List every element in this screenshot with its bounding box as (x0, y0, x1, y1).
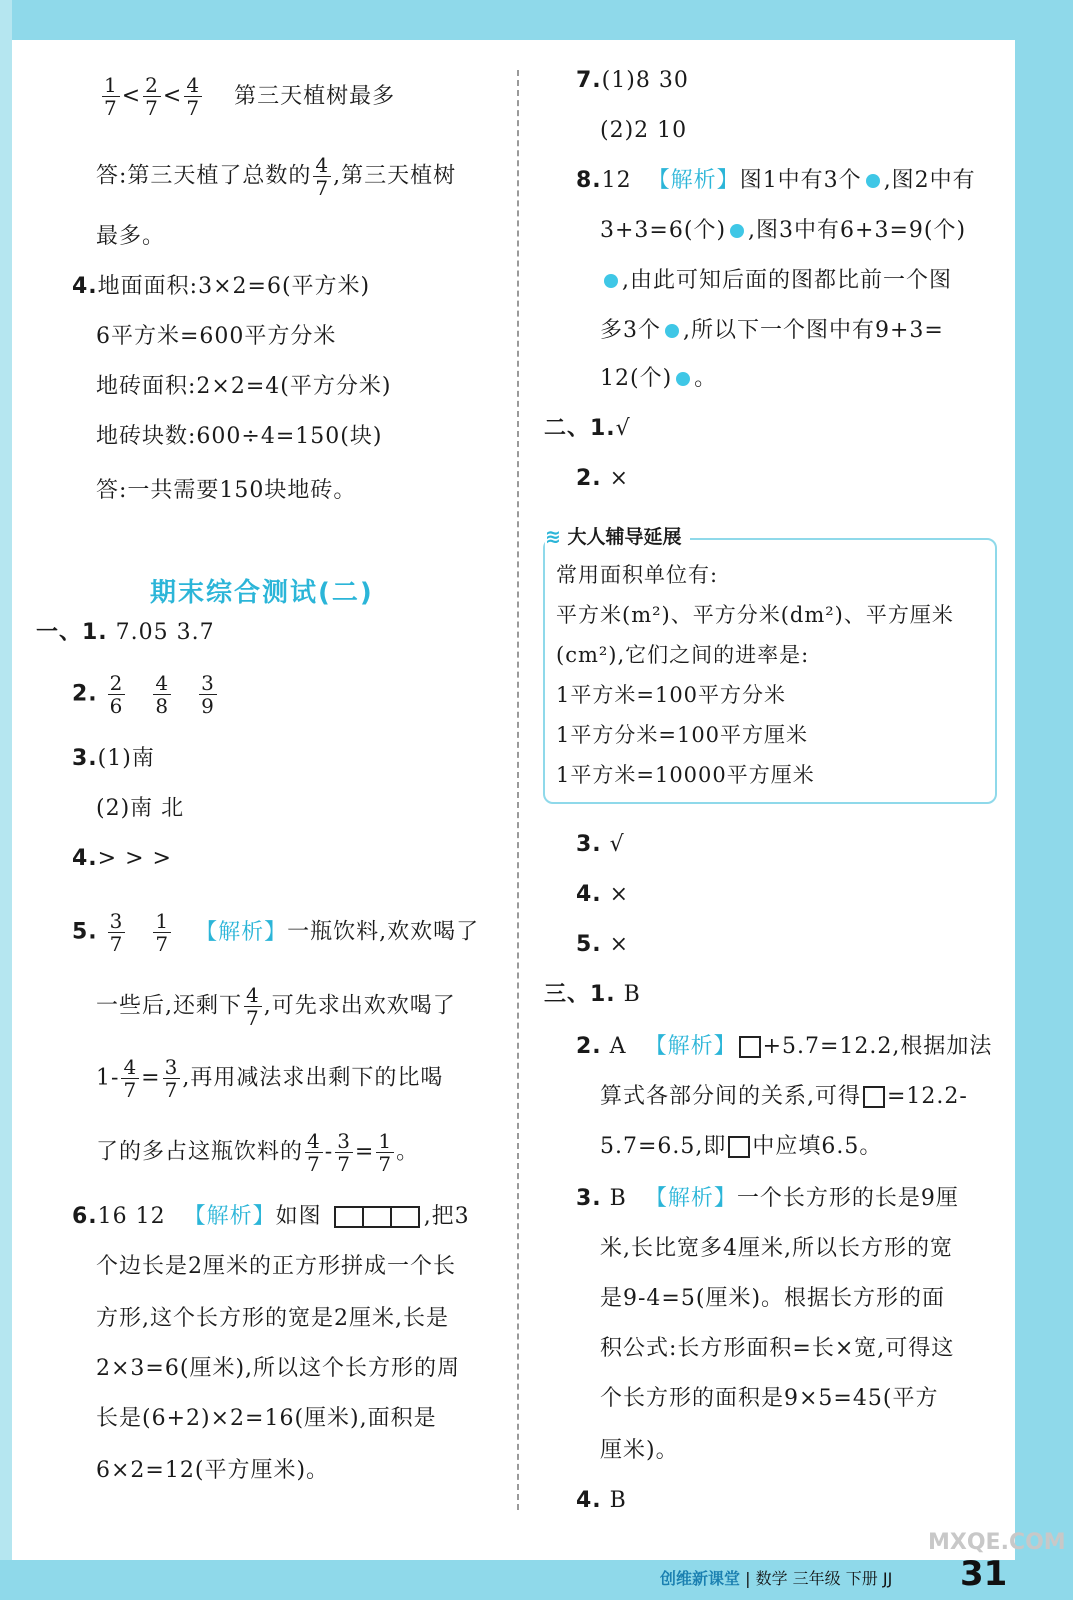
text-line: 地砖面积:2×2=4(平方分米) (96, 374, 392, 399)
s1-q3: 3.(1)南 (72, 746, 155, 771)
wave-icon: ≋ (545, 526, 561, 548)
tip-box-title: ≋ 大人辅导延展 (545, 522, 690, 549)
left-border (0, 0, 12, 1600)
text-line: 1- $\frac{4}{7}$ = $\frac{3}{7}$ ,再用减法求出剩下的比喝 (96, 1055, 444, 1102)
text-line: 3+3=6(个) ,图3中有6+3=9(个) (600, 218, 967, 243)
dot-icon (866, 174, 880, 188)
blank-box-icon (739, 1036, 761, 1058)
fraction: $\frac{4}{7}$ (186, 73, 201, 120)
text-line: 12(个) 。 (600, 366, 718, 391)
s2-q1: 二、1.√ (544, 416, 631, 441)
text-line: 厘米)。 (600, 1438, 679, 1463)
s3-q2: 2. A 【解析】 +5.7=12.2,根据加法 (576, 1034, 993, 1059)
answer-line: 答:第三天植了总数的 $\frac{4}{7}$ ,第三天植树 (96, 153, 457, 200)
s1-q6: 6.16 12 【解析】如图 ,把3 (72, 1202, 470, 1232)
bottom-border (0, 1560, 1073, 1600)
text-line: 2×3=6(厘米),所以这个长方形的周 (96, 1356, 461, 1381)
dot-icon (604, 274, 618, 288)
text-line: (2)南 北 (96, 796, 185, 821)
three-squares-figure (334, 1202, 420, 1232)
text-line: 个边长是2厘米的正方形拼成一个长 (96, 1254, 456, 1279)
tip-line: (cm²),它们之间的进率是: (556, 643, 810, 667)
text-line: 多3个 ,所以下一个图中有9+3= (600, 318, 944, 343)
s3-q3: 3. B 【解析】一个长方形的长是9厘 (576, 1186, 959, 1211)
footer-info: 创维新课堂 | 数学 三年级 下册 JJ (660, 1569, 893, 1588)
tip-line: 常用面积单位有: (556, 563, 719, 587)
dot-icon (676, 372, 690, 386)
text-line: 地砖块数:600÷4=150(块) (96, 424, 383, 449)
tip-line: 1平方米=10000平方厘米 (556, 763, 815, 787)
dot-icon (730, 224, 744, 238)
page-number: 31 (960, 1554, 1008, 1594)
fraction: $\frac{2}{7}$ (145, 73, 159, 120)
s2-q3: 3. √ (576, 832, 625, 857)
text-line: 个长方形的面积是9×5=45(平方 (600, 1386, 939, 1411)
blank-box-icon (863, 1086, 885, 1108)
top-border (0, 0, 1073, 44)
s2-q5: 5. × (576, 932, 630, 957)
dot-icon (665, 324, 679, 338)
fraction: $\frac{1}{7}$ (104, 73, 118, 120)
text-line: 积公式:长方形面积=长×宽,可得这 (600, 1336, 955, 1361)
blank-box-icon (728, 1136, 750, 1158)
text-line: 算式各部分间的关系,可得 =12.2- (600, 1084, 968, 1109)
text-line: 是9-4=5(厘米)。根据长方形的面 (600, 1286, 946, 1311)
q7: 7.(1)8 30 (576, 68, 689, 93)
s3-q4: 4. B (576, 1488, 627, 1513)
s1-q4: 4.> > > (72, 846, 172, 871)
text-line: 一些后,还剩下 $\frac{4}{7}$ ,可先求出欢欢喝了 (96, 983, 456, 1030)
text-line: 了的多占这瓶饮料的 $\frac{4}{7}$ - $\frac{3}{7}$ = $\frac{1}{7}$ 。 (96, 1129, 420, 1176)
tip-line: 1平方米=100平方分米 (556, 683, 787, 707)
text-line: 6×2=12(平方厘米)。 (96, 1458, 330, 1483)
s2-q2: 2. × (576, 466, 630, 491)
question-4: 4.地面面积:3×2=6(平方米) (72, 274, 371, 299)
s3-q1: 三、1. B (544, 982, 641, 1007)
text-line: ,由此可知后面的图都比前一个图 (600, 266, 952, 296)
answer-line: 最多。 (96, 224, 166, 249)
s2-q4: 4. × (576, 882, 630, 907)
text-line: 方形,这个长方形的宽是2厘米,长是 (96, 1306, 449, 1331)
text-line: 答:一共需要150块地砖。 (96, 478, 357, 503)
section-title: 期末综合测试(二) (150, 578, 374, 608)
q8: 8.12 【解析】图1中有3个 ,图2中有 (576, 168, 976, 193)
s1-q2: 2. $\frac{2}{6}$ $\frac{4}{8}$ $\frac{3}{9}$ (72, 671, 215, 718)
s1-q5: 5. $\frac{3}{7}$ $\frac{1}{7}$ 【解析】一瓶饮料,欢欢喝了 (72, 909, 480, 956)
s1-q1: 一、1. 7.05 3.7 (36, 620, 215, 645)
text-line: 6平方米=600平方分米 (96, 324, 337, 349)
watermark: MXQE.COM (928, 1530, 1066, 1555)
text-line: 米,长比宽多4厘米,所以长方形的宽 (600, 1236, 953, 1261)
fraction-order-line: $\frac{1}{7}$ < $\frac{2}{7}$ < $\frac{4}{7}$ 第三天植树最多 (104, 73, 396, 120)
text-line: 5.7=6.5,即 中应填6.5。 (600, 1134, 883, 1159)
tip-line: 平方米(m²)、平方分米(dm²)、平方厘米 (556, 603, 954, 627)
text-line: (2)2 10 (600, 118, 688, 143)
right-border (1015, 0, 1073, 1600)
tip-line: 1平方分米=100平方厘米 (556, 723, 809, 747)
column-divider (517, 70, 519, 1510)
text-line: 长是(6+2)×2=16(厘米),面积是 (96, 1406, 437, 1431)
